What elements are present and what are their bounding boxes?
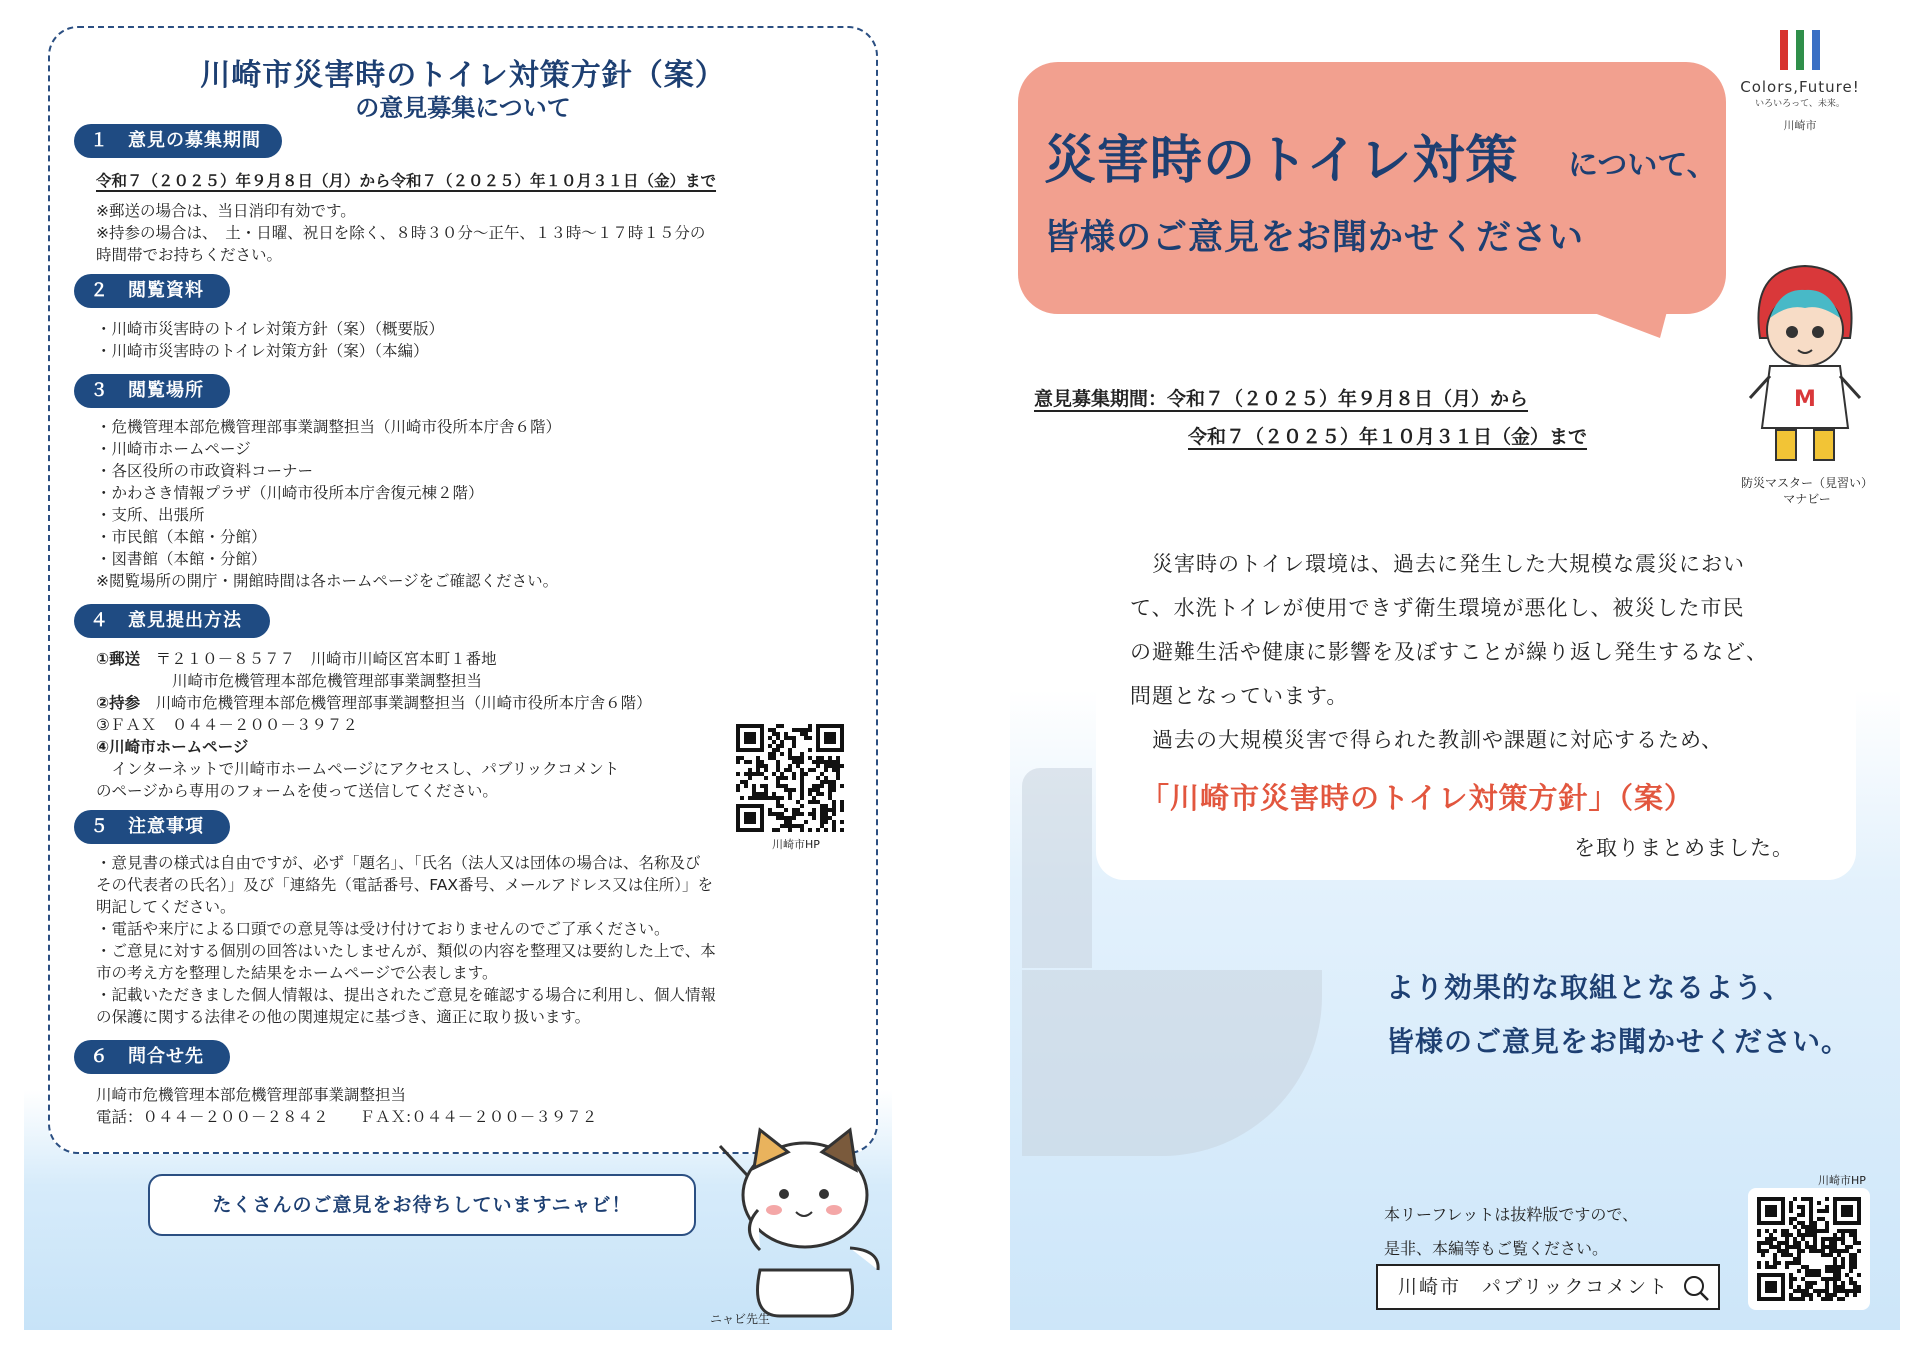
- list-item: ・市民館（本館・分館）: [96, 528, 267, 546]
- text-line: ※郵送の場合は、当日消印有効です。: [96, 202, 356, 220]
- list-item: ・危機管理本部危機管理部事業調整担当（川崎市役所本庁舎６階）: [96, 418, 562, 436]
- text-line: 時間帯でお持ちください。: [96, 246, 283, 264]
- city-logo: [1740, 28, 1860, 133]
- search-box[interactable]: [1376, 1264, 1720, 1310]
- qr-code-icon: [736, 724, 844, 832]
- body-line: 問題となっています。: [1130, 684, 1349, 708]
- section-2-list: [96, 318, 444, 362]
- qr-code-icon: [1757, 1197, 1861, 1301]
- text-line: のページから専用のフォームを使って送信してください。: [96, 782, 498, 800]
- speech-bubble: たくさんのご意見をお待ちしていますニャビ！: [148, 1174, 696, 1236]
- text-line: ・記載いただきました個人情報は、提出されたご意見を確認する場合に利用し、個人情報: [96, 986, 717, 1004]
- closing-line-2: 皆様のご意見をお聞かせください。: [1386, 1025, 1851, 1058]
- section-6-heading: ６ 問合せ先: [74, 1040, 230, 1074]
- main-heading: 災害時のトイレ対策: [1044, 131, 1519, 191]
- bring-location: 川崎市危機管理本部危機管理部事業調整担当（川崎市役所本庁舎６階）: [155, 694, 652, 712]
- list-item: ・川崎市災害時のトイレ対策方針（案）（本編）: [96, 342, 429, 360]
- body-line: 過去の大規模災害で得られた教訓や課題に対応するため、: [1130, 728, 1724, 752]
- main-subheading: 皆様のご意見をお聞かせください: [1044, 218, 1585, 258]
- period-line-2: 令和７（２０２５）年１０月３１日（金）まで: [1188, 426, 1588, 448]
- colors-future-logo-icon: [1770, 28, 1830, 74]
- section-5-notes: [96, 852, 716, 1028]
- period-line-1: 意見募集期間：令和７（２０２５）年９月８日（月）から: [1034, 388, 1529, 410]
- section-1-period: 令和７（２０２５）年９月８日（月）から令和７（２０２５）年１０月３１日（金）まで: [96, 172, 717, 190]
- panel-title: 川崎市災害時のトイレ対策方針（案）: [200, 58, 726, 93]
- section-3-list: [96, 416, 561, 592]
- qr-code-right[interactable]: [1748, 1188, 1870, 1310]
- section-1-heading: １ 意見の募集期間: [74, 124, 282, 158]
- cat-caption: ニャビ先生: [710, 1312, 771, 1326]
- manabi-mascot-icon: [1740, 258, 1870, 468]
- text-line: 市の考え方を整理した結果をホームページで公表します。: [96, 964, 498, 982]
- panel-subtitle: の意見募集について: [355, 94, 571, 122]
- list-item: ・図書館（本館・分館）: [96, 550, 267, 568]
- cat-mascot-icon: [710, 1120, 920, 1320]
- mascot-caption-1: 防災マスター（見習い）: [1740, 476, 1873, 490]
- logo-city: 川崎市: [1783, 119, 1817, 132]
- qr-caption-right: 川崎市HP: [1818, 1174, 1866, 1187]
- text-line: ・意見書の様式は自由ですが、必ず「題名」、「氏名（法人又は団体の場合は、名称及び: [96, 854, 701, 872]
- text-line: その代表者の氏名）」及び「連絡先（電話番号、FAX番号、メールアドレス又は住所）」を: [96, 876, 713, 894]
- text-line: インターネットで川崎市ホームページにアクセスし、パブリックコメント: [96, 760, 620, 778]
- main-heading-suffix: について、: [1568, 148, 1717, 183]
- note-line-1: 本リーフレットは抜粋版ですので、: [1384, 1205, 1639, 1224]
- list-item: ※閲覧場所の開庁・開館時間は各ホームページをご確認ください。: [96, 572, 559, 590]
- section-2-heading: ２ 閲覧資料: [74, 274, 230, 308]
- list-item: ・川崎市災害時のトイレ対策方針（案）（概要版）: [96, 320, 444, 338]
- text-line: ・電話や来庁による口頭での意見等は受け付けておりませんのでご了承ください。: [96, 920, 670, 938]
- note-line-2: 是非、本編等もご覧ください。: [1384, 1239, 1609, 1258]
- list-item: ・かわさき情報プラザ（川崎市役所本庁舎復元棟２階）: [96, 484, 484, 502]
- text-line: の保護に関する法律その他の関連規定に基づき、適正に取り扱います。: [96, 1008, 591, 1026]
- logo-subtext: いろいろって、未来。: [1755, 99, 1845, 109]
- text-line: ※持参の場合は、 土・日曜、祝日を除く、８時３０分～正午、１３時～１７時１５分の: [96, 224, 706, 242]
- contact-phone-fax: 電話：０４４－２００－２８４２ ＦＡＸ:０４４－２００－３９７２: [96, 1108, 598, 1126]
- text-line: ・ご意見に対する個別の回答はいたしませんが、類似の内容を整理又は要約した上で、本: [96, 942, 716, 960]
- body-line: て、水洗トイレが使用できず衛生環境が悪化し、被災した市民: [1130, 596, 1745, 620]
- section-5-heading: ５ 注意事項: [74, 810, 230, 844]
- closing-line-1: より効果的な取組となるよう、: [1386, 971, 1793, 1004]
- list-item: ・各区役所の市政資料コーナー: [96, 462, 314, 480]
- compiled-text: を取りまとめました。: [1574, 836, 1794, 860]
- mail-label: ①郵送: [96, 650, 141, 668]
- qr-caption-left: 川崎市HP: [772, 838, 820, 851]
- section-3-heading: ３ 閲覧場所: [74, 374, 230, 408]
- section-4-heading: ４ 意見提出方法: [74, 604, 270, 638]
- mail-recipient: 川崎市危機管理本部危機管理部事業調整担当: [172, 672, 483, 690]
- logo-text: Colors,Future!: [1740, 78, 1860, 96]
- contact-info: [96, 1084, 597, 1128]
- qr-code-left[interactable]: [736, 724, 844, 832]
- web-label: ④川崎市ホームページ: [96, 738, 249, 756]
- body-line: の避難生活や健康に影響を及ぼすことが繰り返し発生するなど、: [1130, 640, 1768, 664]
- list-item: ・支所、出張所: [96, 506, 205, 524]
- banner-tail: [1560, 300, 1670, 340]
- section-4-methods: [96, 648, 652, 802]
- search-text: 川崎市 パブリックコメント: [1398, 1276, 1670, 1298]
- section-1-notes: [96, 200, 705, 266]
- bring-label: ②持参: [96, 694, 141, 712]
- fax-number: ③ＦＡＸ ０４４－２００－３９７２: [96, 716, 358, 734]
- description-body: [1130, 542, 1768, 762]
- toilet-illustration: [1022, 768, 1092, 968]
- search-icon: [1682, 1274, 1710, 1302]
- mail-address: 〒２１０－８５７７ 川崎市川崎区宮本町１番地: [155, 650, 497, 668]
- mascot-caption-2: マナビー: [1783, 492, 1831, 506]
- text-line: 明記してください。: [96, 898, 236, 916]
- policy-title: 「川崎市災害時のトイレ対策方針」（案）: [1140, 781, 1695, 815]
- contact-department: 川崎市危機管理本部危機管理部事業調整担当: [96, 1086, 407, 1104]
- svg-text:M: M: [1794, 387, 1816, 412]
- list-item: ・川崎市ホームページ: [96, 440, 251, 458]
- body-line: 災害時のトイレ環境は、過去に発生した大規模な震災におい: [1130, 552, 1745, 576]
